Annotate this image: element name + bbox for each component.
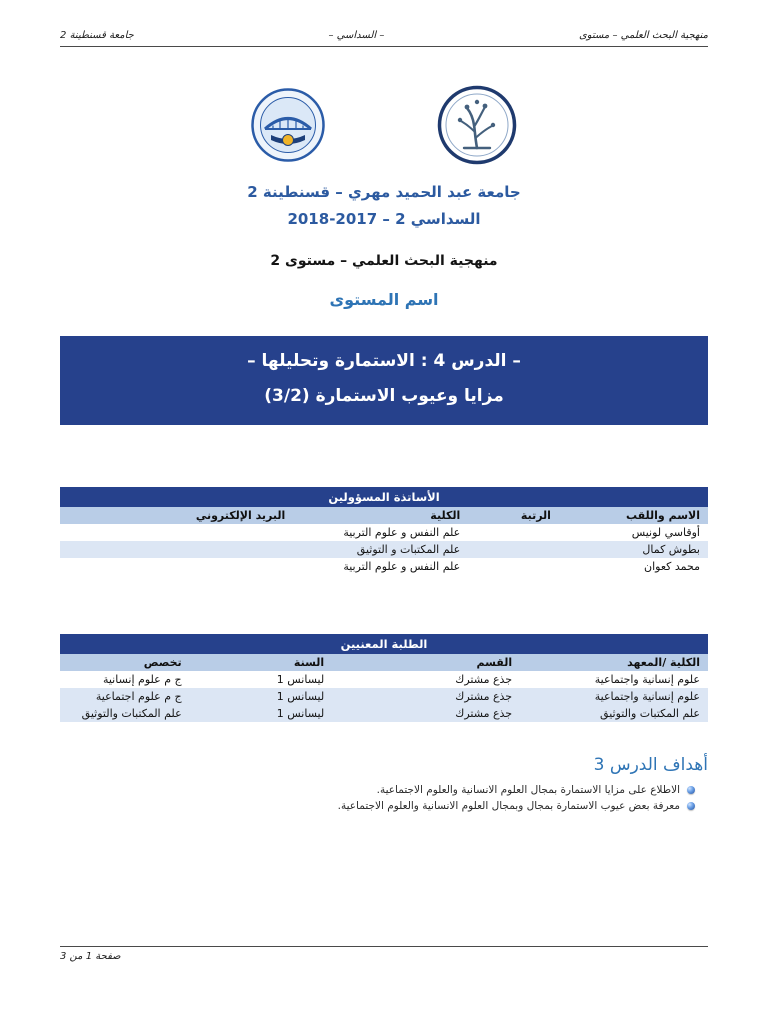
page-header — [60, 30, 708, 47]
objectives-list — [60, 782, 708, 814]
col-faculty: الكلية — [293, 507, 468, 524]
table-row — [60, 558, 708, 575]
professor-email — [60, 524, 293, 541]
faculty-tree-emblem-logo — [437, 85, 517, 169]
students-table-title-row — [60, 634, 708, 654]
professor-rank — [468, 558, 559, 575]
col-name: الاسم واللقب — [559, 507, 708, 524]
student-year: ليسانس 1 — [190, 688, 333, 705]
col-email: البريد الإلكتروني — [60, 507, 293, 524]
header-course-label: منهجية البحث العلمي – مستوى — [578, 30, 708, 41]
list-item — [60, 782, 695, 798]
professor-name: أوقاسي لونيس — [631, 526, 700, 539]
lesson-banner-line2: مزايا وعيوب الاستمارة (3/2) — [264, 386, 504, 406]
constantine2-university-logo — [251, 88, 325, 166]
student-department: جذع مشترك — [332, 688, 520, 705]
student-specialty: علم المكتبات والتوثيق — [60, 705, 190, 722]
page-number-label: صفحة 1 من 3 — [60, 951, 121, 962]
table-row — [60, 524, 708, 541]
list-item — [60, 798, 695, 814]
table-row — [60, 705, 708, 722]
professor-faculty: علم النفس و علوم التربية — [343, 560, 461, 573]
students-table-title: الطلبة المعنيين — [60, 634, 708, 654]
bullet-sphere-icon — [687, 802, 695, 810]
page-footer — [60, 946, 708, 962]
professors-table-header-row — [60, 507, 708, 524]
col-department: القسم — [332, 654, 520, 671]
professor-email — [60, 558, 293, 575]
student-department: جذع مشترك — [455, 673, 513, 686]
professor-name: محمد كعوان — [644, 560, 700, 573]
col-institute: الكلية /المعهد — [520, 654, 708, 671]
lesson-banner-line1: – الدرس 4 : الاستمارة وتحليلها – — [247, 351, 521, 371]
tree-icon — [437, 85, 517, 165]
students-table-header-row — [60, 654, 708, 671]
student-specialty: ج م علوم إنسانية — [102, 673, 182, 686]
table-row — [60, 671, 708, 688]
logos-row — [60, 85, 708, 169]
objectives-heading: أهداف الدرس 3 — [593, 755, 708, 775]
professor-rank — [468, 541, 559, 558]
student-institute: علم المكتبات والتوثيق — [520, 705, 708, 722]
professors-table — [60, 487, 708, 575]
bridge-icon — [251, 88, 325, 162]
level-name-title: اسم المستوى — [329, 290, 439, 309]
col-specialty: تخصص — [60, 654, 190, 671]
professor-faculty: علم المكتبات و التوثيق — [293, 541, 468, 558]
semester-year-title: السداسي 2 – 2017-2018 — [287, 210, 481, 228]
professors-table-title-row — [60, 487, 708, 507]
professor-email — [60, 541, 293, 558]
professor-faculty: علم النفس و علوم التربية — [343, 526, 461, 539]
student-department: جذع مشترك — [332, 705, 520, 722]
professor-name: بطوش كمال — [559, 541, 708, 558]
course-title: منهجية البحث العلمي – مستوى 2 — [270, 253, 498, 269]
lesson-banner — [60, 336, 708, 425]
student-year: ليسانس 1 — [190, 705, 333, 722]
table-row — [60, 688, 708, 705]
student-year: ليسانس 1 — [276, 673, 325, 686]
students-table — [60, 634, 708, 722]
objective-text: معرفة بعض عيوب الاستمارة بمجال وبمجال العلوم الانسانية والعلوم الاجتماعية. — [337, 800, 680, 812]
professor-rank — [468, 524, 559, 541]
header-university-label: جامعة قسنطينة 2 — [60, 30, 134, 41]
student-specialty: ج م علوم اجتماعية — [60, 688, 190, 705]
student-institute: علوم إنسانية واجتماعية — [520, 688, 708, 705]
col-rank: الرتبة — [468, 507, 559, 524]
objective-text: الاطلاع على مزايا الاستمارة بمجال العلوم الانسانية والعلوم الاجتماعية. — [376, 784, 680, 796]
table-row — [60, 541, 708, 558]
professors-table-title: الأساتذة المسؤولين — [60, 487, 708, 507]
bullet-sphere-icon — [687, 786, 695, 794]
university-title: جامعة عبد الحميد مهري – قسنطينة 2 — [247, 183, 521, 201]
student-institute: علوم إنسانية واجتماعية — [594, 673, 700, 686]
header-semester-label: – السداسي – — [328, 30, 385, 41]
col-year: السنة — [190, 654, 333, 671]
